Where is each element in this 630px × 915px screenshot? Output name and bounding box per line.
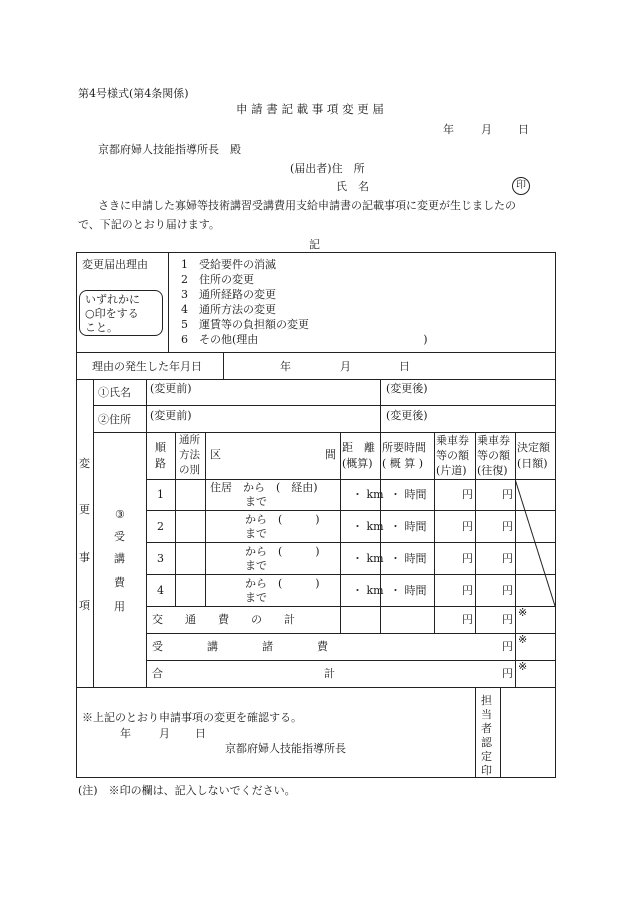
confirm-day[interactable]: 日 (195, 727, 206, 740)
occurrence-day[interactable]: 日 (399, 360, 410, 373)
grand-total-yen[interactable]: 円 (502, 667, 513, 680)
course-fees-label: 受 講 諸 費 (152, 640, 328, 653)
route-from[interactable]: 住居 から ( 経由) (210, 481, 318, 494)
distance-cell[interactable]: ・ km (352, 584, 384, 597)
reason-option-2[interactable]: 2 住所の変更 (181, 273, 254, 286)
instruction-line2: ○印をする (85, 307, 139, 320)
route-number: 1 (157, 488, 164, 501)
transport-total-yen2[interactable]: 円 (502, 613, 513, 626)
header-fare-round-3: (往復) (477, 464, 508, 477)
route-number: 3 (157, 552, 164, 565)
transport-total-yen1[interactable]: 円 (462, 613, 473, 626)
footnote: (注) ※印の欄は、記入しないでください。 (78, 784, 296, 797)
fee-label-number: ③ (115, 508, 125, 521)
header-decided-2: (日額) (517, 457, 548, 470)
route-to[interactable]: まで (245, 527, 267, 540)
header-fare-round-1: 乗車券 (477, 434, 510, 447)
reason-option-1[interactable]: 1 受給要件の消滅 (181, 258, 276, 271)
grand-total-mark: ※ (518, 660, 528, 673)
name-after-field[interactable]: (変更後) (386, 382, 428, 395)
transport-total-label: 交 通 費 の 計 (152, 613, 295, 626)
fare-round-cell[interactable]: 円 (502, 552, 513, 565)
stamp-label-3: 者 (481, 722, 492, 735)
route-from[interactable]: から ( ) (245, 513, 320, 526)
course-fees-mark: ※ (518, 633, 528, 646)
date-day-label: 日 (518, 123, 529, 136)
stamp-label-6: 印 (481, 764, 492, 777)
address-after-field[interactable]: (変更後) (386, 409, 428, 422)
route-to[interactable]: まで (245, 591, 267, 604)
fee-label-char-3: 費 (114, 576, 125, 589)
header-order-2: 路 (155, 457, 166, 470)
header-section-end: 間 (325, 448, 336, 461)
time-cell[interactable]: ・ 時間 (390, 488, 427, 501)
header-decided-1: 決定額 (517, 441, 550, 454)
reason-option-5[interactable]: 5 運賃等の負担額の変更 (181, 318, 309, 331)
route-to[interactable]: まで (245, 559, 267, 572)
grand-total-label-a: 合 (152, 667, 163, 680)
decided-amount-diagonal (515, 479, 556, 606)
header-fare-round-2: 等の額 (477, 449, 510, 462)
fee-label-char-1: 受 (114, 530, 125, 543)
confirm-month[interactable]: 月 (159, 727, 170, 740)
route-to[interactable]: まで (245, 495, 267, 508)
route-from[interactable]: から ( ) (245, 577, 320, 590)
fare-one-cell[interactable]: 円 (462, 552, 473, 565)
time-cell[interactable]: ・ 時間 (390, 520, 427, 533)
route-number: 2 (157, 520, 164, 533)
distance-cell[interactable]: ・ km (352, 552, 384, 565)
address-label: ②住所 (98, 413, 131, 426)
header-method-3: の別 (179, 464, 200, 476)
header-section: 区 (210, 448, 221, 461)
form-number: 第4号様式(第4条関係) (78, 87, 189, 100)
route-number: 4 (157, 584, 164, 597)
occurrence-year[interactable]: 年 (280, 360, 291, 373)
stamp-label-5: 定 (481, 750, 492, 763)
header-method-1: 通所 (179, 434, 200, 446)
fare-one-cell[interactable]: 円 (462, 584, 473, 597)
distance-cell[interactable]: ・ km (352, 520, 384, 533)
body-text-line2: で、下記のとおり届けます。 (78, 218, 220, 231)
name-before-field[interactable]: (変更前) (150, 382, 192, 395)
header-distance-2: (概算) (342, 457, 373, 470)
applicant-name-label: 氏 名 (336, 180, 369, 193)
fare-one-cell[interactable]: 円 (462, 488, 473, 501)
stamp-label-4: 認 (481, 736, 492, 749)
reason-option-4[interactable]: 4 通所方法の変更 (181, 303, 276, 316)
name-label: ①氏名 (98, 386, 131, 399)
fare-round-cell[interactable]: 円 (502, 488, 513, 501)
header-fare-one-2: 等の額 (436, 449, 469, 462)
fare-one-cell[interactable]: 円 (462, 520, 473, 533)
body-text-line1: さきに申請した寡婦等技術講習受講費用支給申請書の記載事項に変更が生じましたの (98, 199, 516, 212)
staff-stamp-box[interactable] (501, 688, 555, 777)
confirm-year[interactable]: 年 (120, 727, 131, 740)
change-items-char-2: 更 (79, 503, 90, 516)
confirm-office: 京都府婦人技能指導所長 (225, 742, 346, 755)
stamp-label-2: 当 (481, 708, 492, 721)
occurrence-date-label: 理由の発生した年月日 (92, 360, 202, 373)
time-cell[interactable]: ・ 時間 (390, 552, 427, 565)
reason-option-6[interactable]: 6 その他(理由 ) (181, 333, 428, 346)
instruction-line1: いずれかに (85, 293, 140, 306)
occurrence-month[interactable]: 月 (340, 360, 351, 373)
course-fees-yen[interactable]: 円 (502, 640, 513, 653)
change-items-char-1: 変 (79, 457, 90, 470)
applicant-address-label: (届出者)住 所 (290, 162, 365, 175)
distance-cell[interactable]: ・ km (352, 488, 384, 501)
change-items-char-4: 項 (79, 599, 90, 612)
seal-mark: 印 (512, 177, 530, 195)
date-year-label: 年 (443, 123, 454, 136)
stamp-label-1: 担 (481, 694, 492, 707)
instruction-line3: こと。 (85, 321, 118, 334)
header-fare-one-3: (片道) (436, 464, 467, 477)
ki-heading: 記 (309, 238, 320, 251)
header-time-1: 所要時間 (382, 441, 426, 454)
date-month-label: 月 (481, 123, 492, 136)
fee-label-char-2: 講 (114, 552, 125, 565)
confirm-text: ※上記のとおり申請事項の変更を確認する。 (82, 711, 302, 724)
fare-round-cell[interactable]: 円 (502, 520, 513, 533)
header-distance-1: 距 離 (342, 441, 375, 454)
address-before-field[interactable]: (変更前) (150, 409, 192, 422)
time-cell[interactable]: ・ 時間 (390, 584, 427, 597)
header-fare-one-1: 乗車券 (436, 434, 469, 447)
change-reason-label: 変更届出理由 (82, 258, 148, 271)
fee-label-char-4: 用 (114, 600, 125, 613)
document-title: 申 請 書 記 載 事 項 変 更 届 (236, 102, 384, 116)
header-method-2: 方法 (179, 449, 200, 461)
fare-round-cell[interactable]: 円 (502, 584, 513, 597)
route-from[interactable]: から ( ) (245, 545, 320, 558)
transport-total-mark: ※ (518, 606, 528, 619)
grand-total-label-b: 計 (324, 667, 335, 680)
addressee: 京都府婦人技能指導所長 殿 (98, 143, 241, 156)
reason-option-3[interactable]: 3 通所経路の変更 (181, 288, 276, 301)
change-items-char-3: 事 (79, 551, 90, 564)
header-order-1: 順 (155, 441, 166, 454)
header-time-2: ( 概 算 ) (382, 457, 424, 470)
